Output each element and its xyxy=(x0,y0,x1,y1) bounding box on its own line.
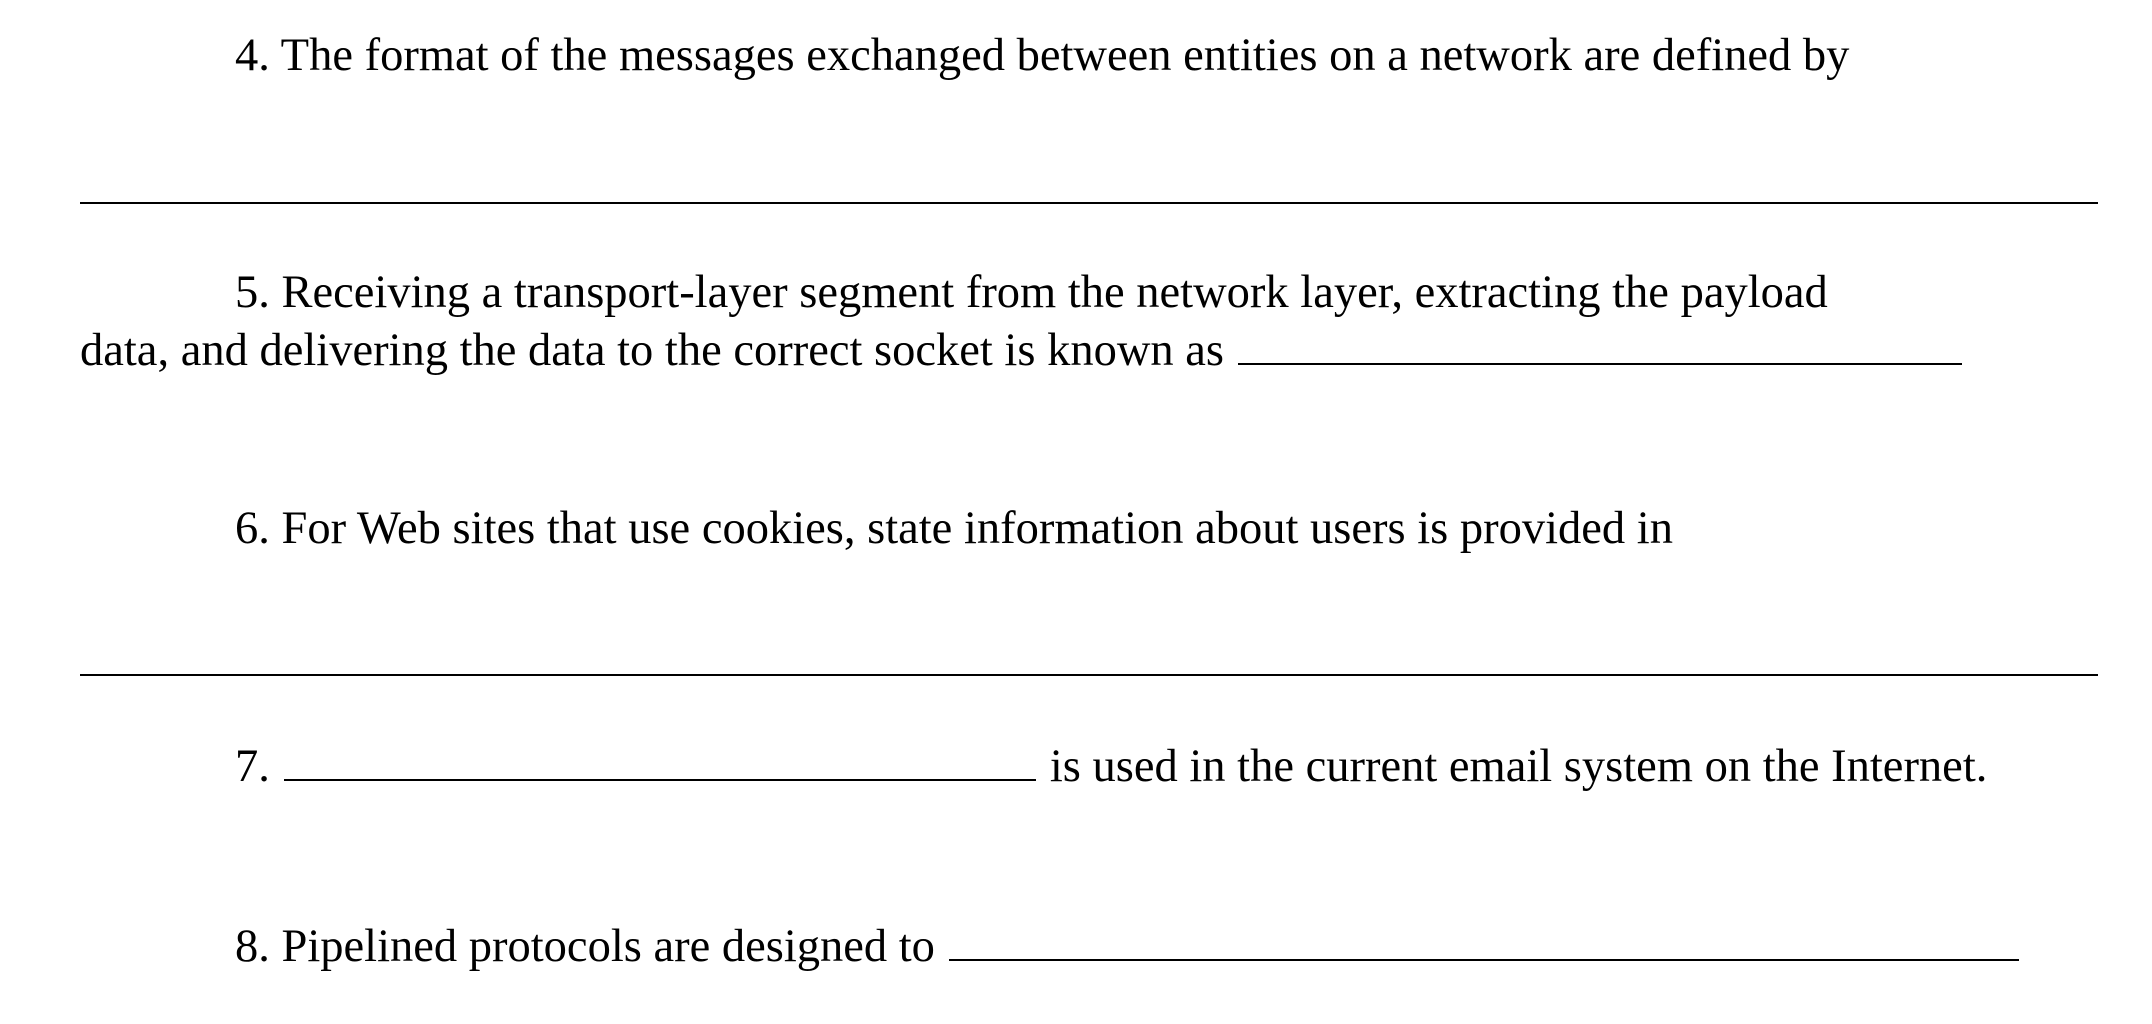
question-5-answer-blank[interactable] xyxy=(1238,362,1962,365)
question-5-text-line-1: 5. Receiving a transport-layer segment from the network layer, extracting the payload xyxy=(235,267,1828,318)
question-4-answer-blank[interactable] xyxy=(80,202,2098,204)
question-8-line xyxy=(235,921,2019,972)
question-6-answer-blank[interactable] xyxy=(80,674,2098,676)
question-8-text: 8. Pipelined protocols are designed to xyxy=(235,921,935,972)
question-5-text-line-2: data, and delivering the data to the correct socket is known as xyxy=(80,325,1225,376)
question-5-line-2 xyxy=(80,325,1962,376)
question-7-text: is used in the current email system on the Internet. xyxy=(1049,741,1988,792)
question-7-answer-blank[interactable] xyxy=(284,778,1036,781)
question-8-answer-blank[interactable] xyxy=(949,958,2019,961)
question-7-line xyxy=(235,741,1988,792)
question-6-text: 6. For Web sites that use cookies, state information about users is provided in xyxy=(235,503,1673,554)
question-7-number: 7. xyxy=(235,741,270,792)
question-4-text: 4. The format of the messages exchanged between entities on a network are defined by xyxy=(235,30,1850,81)
